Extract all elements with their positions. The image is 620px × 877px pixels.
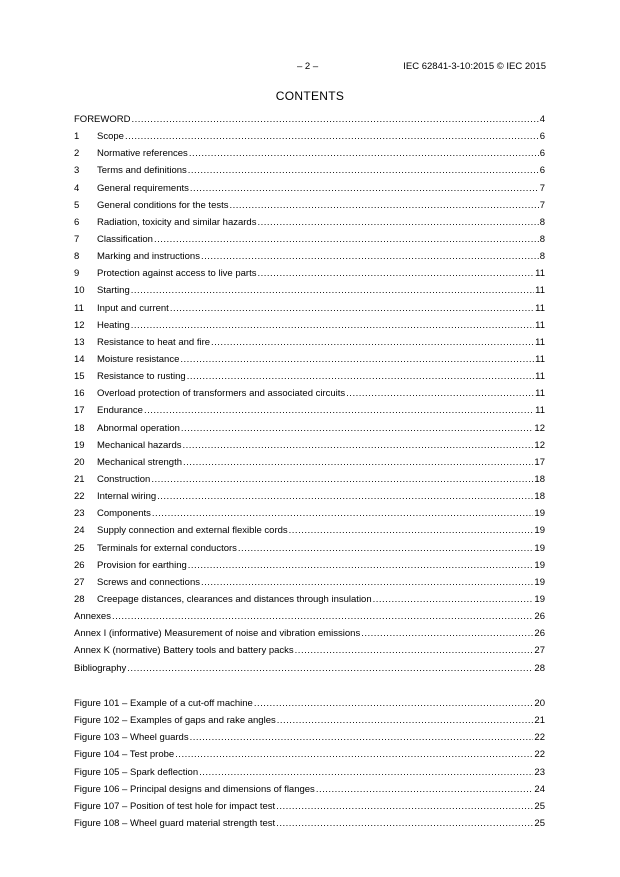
toc-entry-label: Internal wiring: [97, 491, 157, 503]
page-reference: 23: [534, 766, 545, 778]
toc-entry-label: Normative references: [97, 148, 188, 160]
dot-leader: [131, 111, 538, 128]
page-reference: 22: [534, 732, 545, 744]
page-reference: 19: [534, 525, 545, 537]
figure-entry-label: Figure 107 – Position of test hole for impact test: [74, 800, 276, 812]
page-reference: 8: [539, 251, 545, 263]
toc-entry-label: Classification: [97, 233, 153, 245]
toc-entry[interactable]: [74, 317, 545, 334]
toc-entry-number: 24: [74, 525, 85, 537]
toc-entry-number: 27: [74, 576, 85, 588]
page-reference: 11: [535, 336, 545, 348]
dot-leader: [190, 729, 534, 746]
toc-entry-number: 17: [74, 405, 85, 417]
toc-entry-label: Bibliography: [74, 662, 127, 674]
dot-leader: [230, 197, 539, 214]
dot-leader: [289, 522, 534, 539]
toc-entry[interactable]: [74, 231, 545, 248]
dot-leader: [189, 145, 539, 162]
toc-entry[interactable]: [74, 608, 545, 625]
toc-entry[interactable]: [74, 642, 545, 659]
toc-entry[interactable]: [74, 368, 545, 385]
dot-leader: [157, 488, 533, 505]
toc-entry-label: Supply connection and external flexible cords: [97, 525, 288, 537]
toc-entry[interactable]: [74, 522, 545, 539]
toc-entry-label: Starting: [97, 285, 130, 297]
toc-entry-number: 26: [74, 559, 85, 571]
figure-entry-label: Figure 108 – Wheel guard material strength test: [74, 817, 276, 829]
toc-entry-number: 8: [74, 251, 80, 263]
toc-entry-label: Terms and definitions: [97, 165, 187, 177]
toc-entry[interactable]: [74, 402, 545, 419]
dot-leader: [151, 471, 533, 488]
toc-entry[interactable]: [74, 385, 545, 402]
toc-entry[interactable]: [74, 488, 545, 505]
dot-leader: [170, 300, 534, 317]
dot-leader: [276, 798, 533, 815]
figure-entry-label: Figure 103 – Wheel guards: [74, 732, 189, 744]
toc-entry-label: Annexes: [74, 611, 111, 623]
toc-entry[interactable]: [74, 111, 545, 128]
toc-entry-number: 7: [74, 233, 80, 245]
toc-entry[interactable]: [74, 197, 545, 214]
page-reference: 11: [535, 405, 545, 417]
dot-leader: [346, 385, 534, 402]
page-reference: 4: [539, 114, 545, 125]
figure-entry[interactable]: [74, 781, 545, 798]
figure-entry[interactable]: [74, 764, 545, 781]
toc-entry-label: Screws and connections: [97, 576, 200, 588]
toc-entry-label: Annex K (normative) Battery tools and battery packs: [74, 645, 294, 657]
figure-entry[interactable]: [74, 695, 545, 712]
figure-entry-label: Figure 104 – Test probe: [74, 749, 175, 761]
page-reference: 11: [535, 388, 545, 400]
toc-entry-number: 18: [74, 422, 85, 434]
toc-entry-number: 1: [74, 131, 80, 143]
toc-entry-label: Construction: [97, 473, 151, 485]
toc-entry[interactable]: [74, 454, 545, 471]
toc-entry-label: Protection against access to live parts: [97, 268, 257, 280]
list-of-figures: [74, 695, 545, 832]
page-reference: 18: [534, 491, 545, 503]
dot-leader: [188, 162, 539, 179]
toc-entry[interactable]: [74, 557, 545, 574]
toc-entry-label: Input and current: [97, 302, 169, 314]
page-reference: 6: [539, 165, 545, 177]
figure-entry[interactable]: [74, 798, 545, 815]
toc-entry[interactable]: [74, 540, 545, 557]
page-reference: 7: [539, 199, 545, 211]
toc-entry-number: 22: [74, 491, 85, 503]
toc-entry[interactable]: [74, 265, 545, 282]
toc-entry-number: 25: [74, 542, 85, 554]
toc-entry-label: Provision for earthing: [97, 559, 187, 571]
dot-leader: [276, 815, 533, 832]
page-reference: 11: [535, 285, 545, 297]
dot-leader: [180, 351, 534, 368]
toc-entry-number: 4: [74, 182, 80, 194]
dot-leader: [127, 660, 533, 677]
page-reference: 6: [539, 131, 545, 143]
toc-entry-number: 19: [74, 439, 85, 451]
page-reference: 26: [534, 628, 545, 640]
toc-entry[interactable]: [74, 351, 545, 368]
toc-entry[interactable]: [74, 660, 545, 677]
page-reference: 25: [534, 817, 545, 829]
toc-entry-label: Abnormal operation: [97, 422, 180, 434]
page-reference: 11: [535, 353, 545, 365]
toc-entry-label: Resistance to rusting: [97, 371, 186, 383]
figure-entry-label: Figure 101 – Example of a cut-off machine: [74, 698, 253, 709]
figure-entry[interactable]: [74, 729, 545, 746]
toc-entry-number: 16: [74, 388, 85, 400]
toc-entry-label: Scope: [97, 131, 124, 143]
page-reference: 25: [534, 800, 545, 812]
page-reference: 7: [539, 182, 545, 194]
toc-entry[interactable]: [74, 214, 545, 231]
page-reference: 11: [535, 268, 545, 280]
page-reference: 11: [535, 371, 545, 383]
toc-entry[interactable]: [74, 574, 545, 591]
figure-entry[interactable]: [74, 815, 545, 832]
page-reference: 26: [534, 611, 545, 623]
toc-entry[interactable]: [74, 505, 545, 522]
document-reference: IEC 62841-3-10:2015 © IEC 2015: [403, 61, 546, 72]
page-reference: 24: [534, 783, 545, 795]
dot-leader: [187, 368, 534, 385]
dot-leader: [211, 334, 534, 351]
dot-leader: [175, 746, 533, 763]
table-of-contents: [74, 111, 545, 677]
toc-entry[interactable]: [74, 471, 545, 488]
toc-entry[interactable]: [74, 282, 545, 299]
dot-leader: [144, 402, 534, 419]
toc-entry-number: 9: [74, 268, 80, 280]
dot-leader: [131, 282, 534, 299]
toc-entry-label: General conditions for the tests: [97, 199, 229, 211]
toc-entry-label: Terminals for external conductors: [97, 542, 237, 554]
page-reference: 6: [539, 148, 545, 160]
page-reference: 19: [534, 593, 545, 605]
toc-entry[interactable]: [74, 162, 545, 179]
toc-entry[interactable]: [74, 591, 545, 608]
toc-entry-label: Overload protection of transformers and associated circuits: [97, 388, 346, 400]
figure-entry[interactable]: [74, 746, 545, 763]
toc-entry-label: Annex I (informative) Measurement of noise and vibration emissions: [74, 628, 361, 640]
toc-entry[interactable]: [74, 145, 545, 162]
toc-entry-number: 14: [74, 353, 85, 365]
toc-entry-number: 2: [74, 148, 80, 160]
page-reference: 19: [534, 542, 545, 554]
dot-leader: [316, 781, 534, 798]
page-reference: 22: [534, 749, 545, 761]
toc-entry-number: 11: [74, 302, 84, 314]
page-reference: 12: [534, 422, 545, 434]
dot-leader: [238, 540, 534, 557]
toc-entry[interactable]: [74, 300, 545, 317]
page-reference: 19: [534, 559, 545, 571]
toc-entry-label: Heating: [97, 319, 130, 331]
dot-leader: [199, 764, 533, 781]
dot-leader: [201, 574, 533, 591]
figure-entry-label: Figure 105 – Spark deflection: [74, 766, 199, 778]
toc-entry-number: 6: [74, 216, 80, 228]
toc-entry-label: General requirements: [97, 182, 189, 194]
dot-leader: [257, 214, 538, 231]
figure-entry[interactable]: [74, 712, 545, 729]
toc-entry-label: Endurance: [97, 405, 143, 417]
page-header: [0, 61, 620, 75]
dot-leader: [154, 231, 539, 248]
toc-entry-number: 10: [74, 285, 85, 297]
page-reference: 17: [534, 456, 545, 468]
dot-leader: [201, 248, 539, 265]
dot-leader: [188, 557, 534, 574]
dot-leader: [254, 695, 534, 712]
toc-entry[interactable]: [74, 334, 545, 351]
toc-entry-label: Radiation, toxicity and similar hazards: [97, 216, 257, 228]
page-reference: 8: [539, 233, 545, 245]
page-reference: 18: [534, 473, 545, 485]
dot-leader: [181, 420, 534, 437]
figure-entry-label: Figure 102 – Examples of gaps and rake angles: [74, 715, 276, 727]
page-reference: 11: [535, 319, 545, 331]
toc-entry-label: Moisture resistance: [97, 353, 180, 365]
toc-entry[interactable]: [74, 128, 545, 145]
page-reference: 19: [534, 508, 545, 520]
dot-leader: [183, 454, 533, 471]
toc-entry-number: 15: [74, 371, 85, 383]
dot-leader: [257, 265, 534, 282]
page-reference: 20: [534, 698, 545, 709]
toc-entry-label: Mechanical strength: [97, 456, 183, 468]
page-reference: 28: [534, 662, 545, 674]
toc-entry-label: Creepage distances, clearances and distances through insulation: [97, 593, 372, 605]
toc-entry-label: Mechanical hazards: [97, 439, 182, 451]
dot-leader: [295, 642, 534, 659]
toc-entry-number: 21: [74, 473, 85, 485]
toc-entry[interactable]: [74, 248, 545, 265]
toc-entry-label: Resistance to heat and fire: [97, 336, 211, 348]
page-reference: 11: [535, 302, 545, 314]
page-title: CONTENTS: [275, 89, 345, 103]
page-reference: 21: [534, 715, 545, 727]
dot-leader: [373, 591, 534, 608]
toc-entry[interactable]: [74, 180, 545, 197]
dot-leader: [361, 625, 533, 642]
toc-entry[interactable]: [74, 437, 545, 454]
dot-leader: [183, 437, 534, 454]
toc-entry-label: Components: [97, 508, 151, 520]
dot-leader: [131, 317, 534, 334]
toc-entry[interactable]: [74, 420, 545, 437]
page-reference: 12: [534, 439, 545, 451]
toc-entry-number: 5: [74, 199, 80, 211]
dot-leader: [277, 712, 534, 729]
toc-entry-number: 12: [74, 319, 85, 331]
toc-entry-number: 23: [74, 508, 85, 520]
dot-leader: [152, 505, 534, 522]
toc-entry-label: Marking and instructions: [97, 251, 200, 263]
toc-entry-number: 20: [74, 456, 85, 468]
toc-entry-number: 28: [74, 593, 85, 605]
dot-leader: [112, 608, 533, 625]
dot-leader: [190, 180, 539, 197]
toc-entry-number: 13: [74, 336, 85, 348]
toc-entry-label: FOREWORD: [74, 114, 131, 125]
page-number: – 2 –: [297, 61, 319, 72]
page-reference: 8: [539, 216, 545, 228]
figure-entry-label: Figure 106 – Principal designs and dimensions of flanges: [74, 783, 315, 795]
toc-entry-number: 3: [74, 165, 80, 177]
page-reference: 19: [534, 576, 545, 588]
toc-entry[interactable]: [74, 625, 545, 642]
page-reference: 27: [534, 645, 545, 657]
dot-leader: [125, 128, 539, 145]
